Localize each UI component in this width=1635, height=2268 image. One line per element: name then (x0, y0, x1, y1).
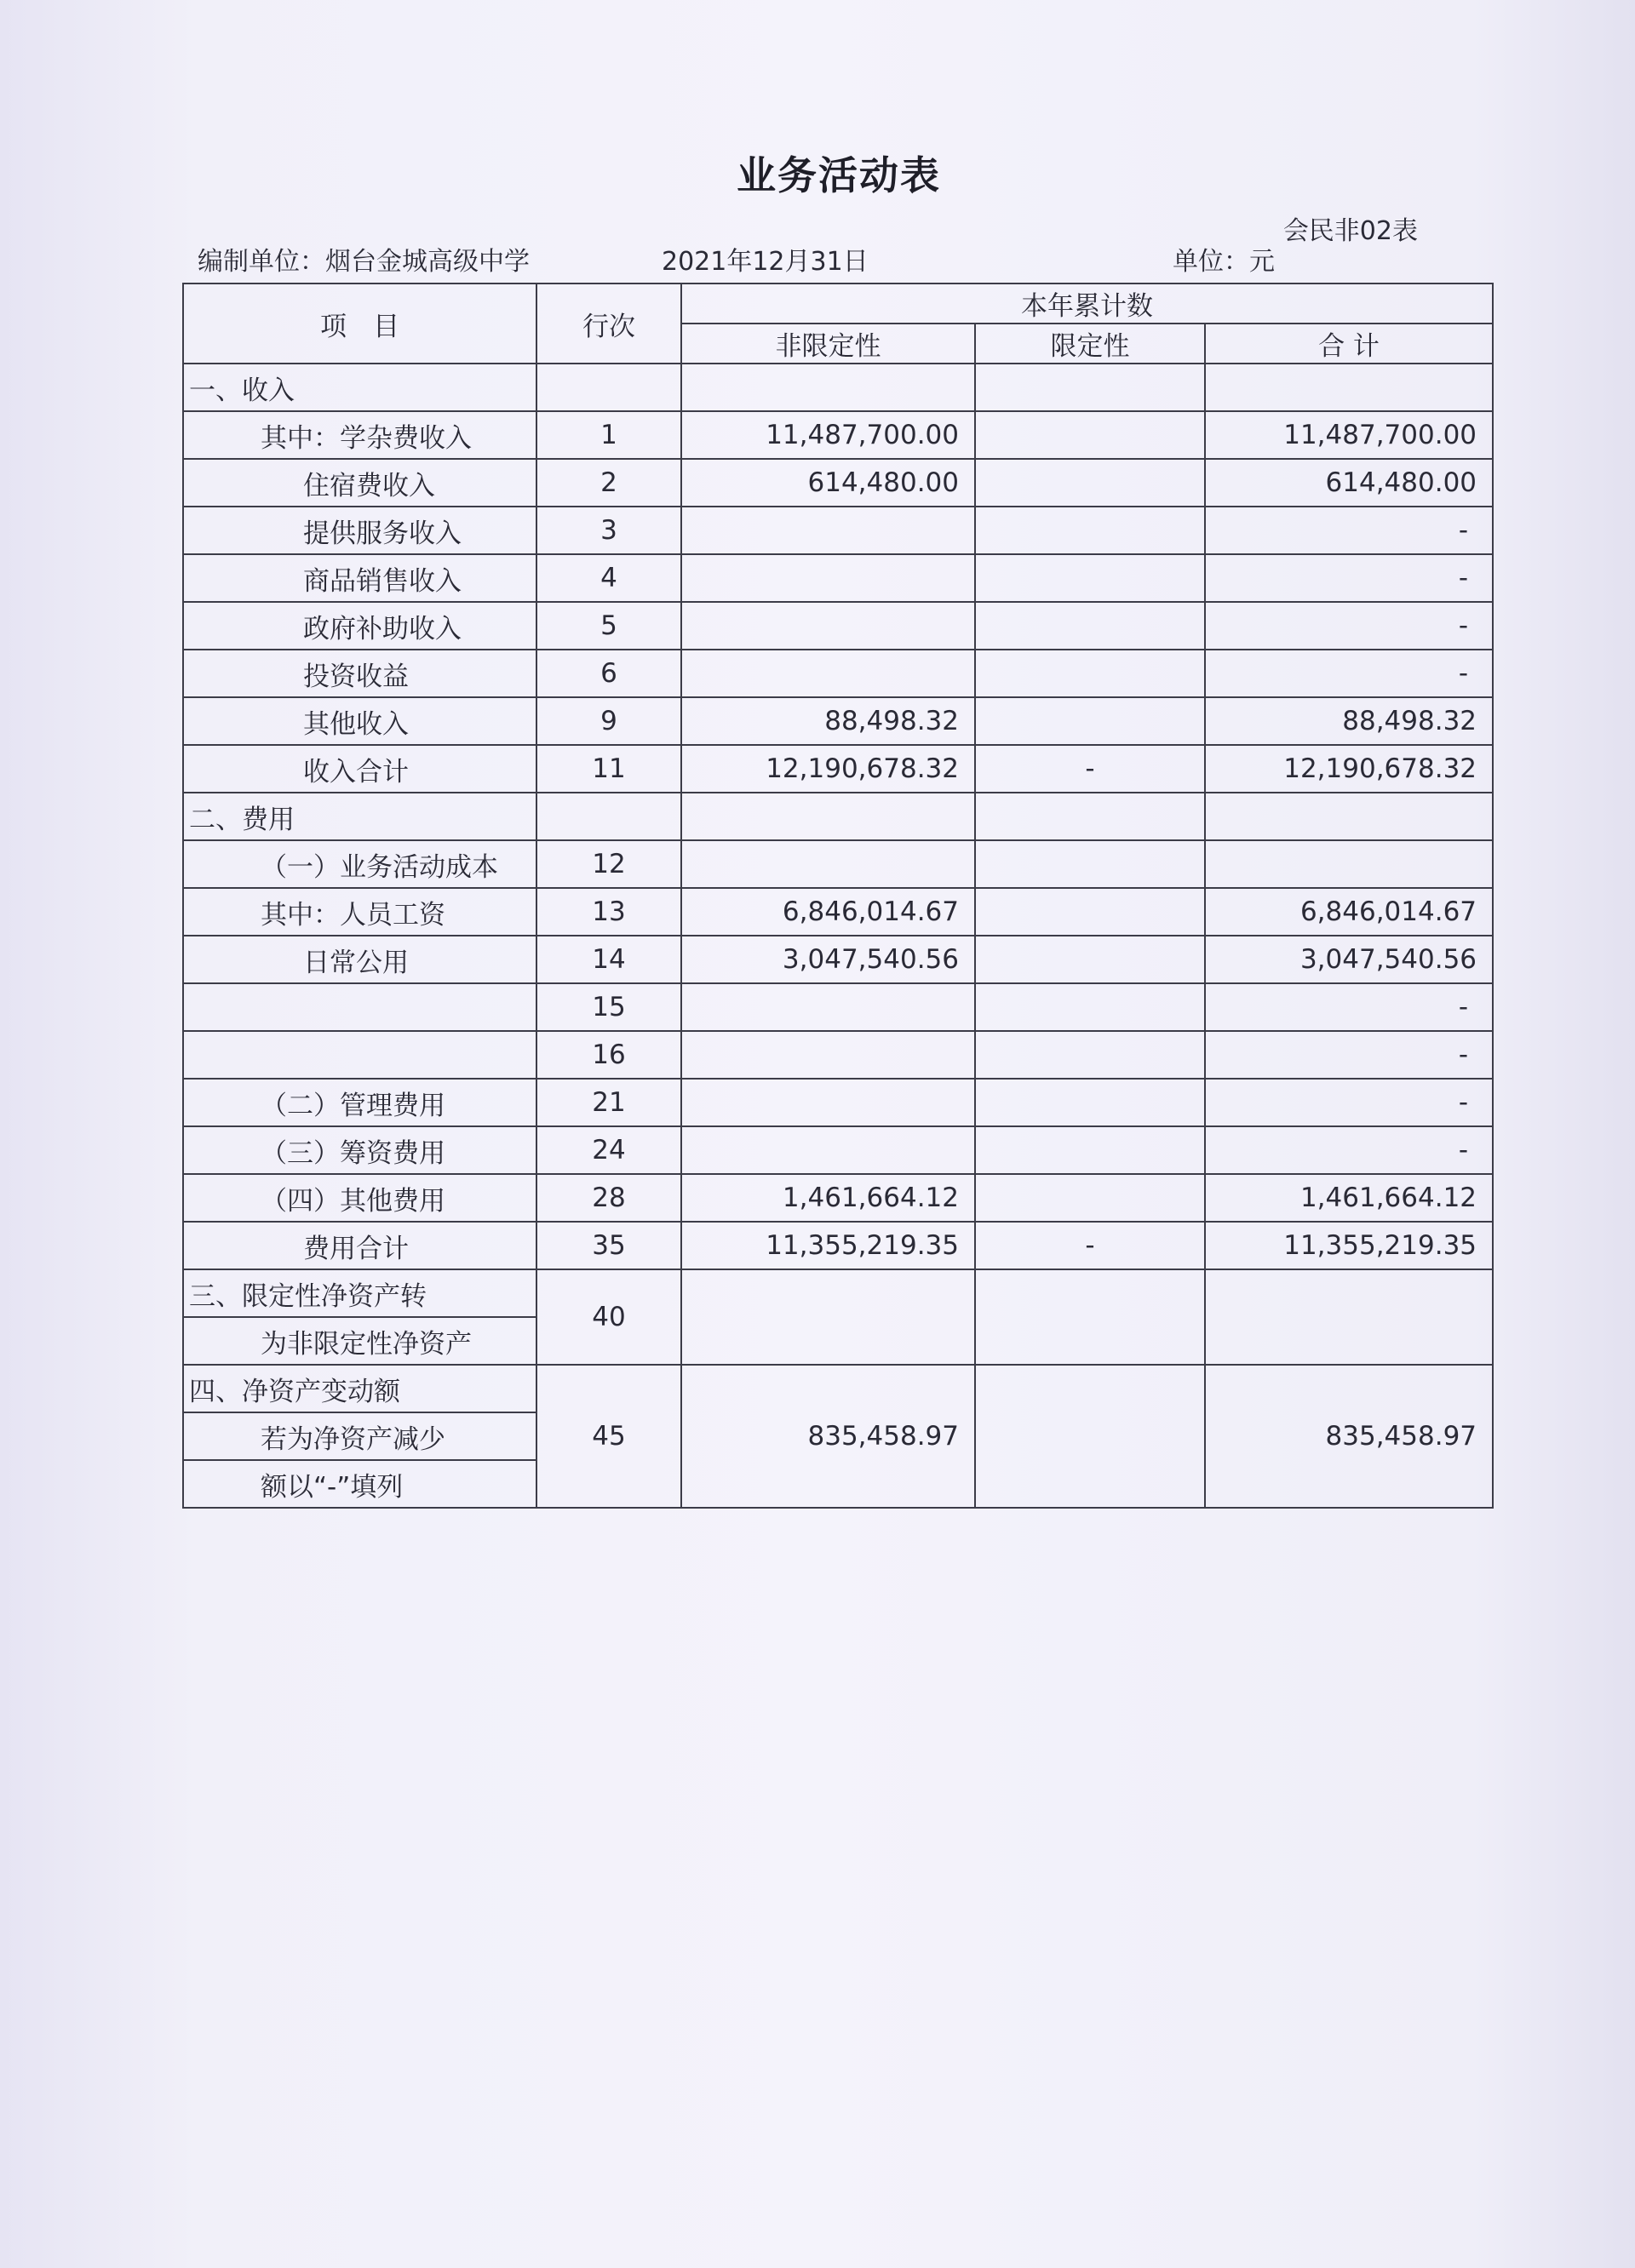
row-unrestricted (681, 507, 975, 554)
row-item: （二）管理费用 (183, 1079, 536, 1126)
row-restricted (975, 936, 1205, 983)
row-item (183, 983, 536, 1031)
row-total: - (1205, 1079, 1493, 1126)
row-line: 16 (536, 1031, 681, 1079)
form-code: 会民非02表 (1282, 216, 1418, 246)
row-unrestricted: 3,047,540.56 (681, 936, 975, 983)
row-total: - (1205, 983, 1493, 1031)
report-date: 2021年12月31日 (662, 247, 869, 277)
row-unrestricted: 88,498.32 (681, 697, 975, 745)
row-line: 6 (536, 650, 681, 697)
table-row (183, 1174, 1493, 1222)
row-line: 13 (536, 888, 681, 936)
currency-unit: 单位：元 (1173, 247, 1275, 277)
net-change-unrestricted: 835,458.97 (681, 1365, 975, 1508)
row-restricted: - (975, 1222, 1205, 1269)
table-body (183, 364, 1493, 1508)
row-unrestricted: 11,355,219.35 (681, 1222, 975, 1269)
row-restricted (975, 983, 1205, 1031)
row-restricted (975, 364, 1205, 411)
row-restricted (975, 888, 1205, 936)
row-total: - (1205, 1126, 1493, 1174)
table-row (183, 554, 1493, 602)
row-line: 5 (536, 602, 681, 650)
row-line: 35 (536, 1222, 681, 1269)
row-unrestricted (681, 364, 975, 411)
net-change-total: 835,458.97 (1205, 1365, 1493, 1508)
table-row (183, 1031, 1493, 1079)
page-title: 业务活动表 (737, 152, 941, 198)
table-row (183, 936, 1493, 983)
net-change-line: 45 (536, 1365, 681, 1508)
row-restricted (975, 411, 1205, 459)
net-change-item-a: 四、净资产变动额 (183, 1365, 536, 1412)
row-restricted (975, 793, 1205, 840)
row-item: 一、收入 (183, 364, 536, 411)
row-line (536, 364, 681, 411)
row-restricted (975, 697, 1205, 745)
table-row (183, 983, 1493, 1031)
activity-table (182, 283, 1494, 1509)
row-item (183, 1031, 536, 1079)
report-meta (198, 240, 1492, 278)
row-unrestricted: 11,487,700.00 (681, 411, 975, 459)
row-total: - (1205, 554, 1493, 602)
table-row (183, 888, 1493, 936)
net-change-row (183, 1365, 1493, 1412)
row-unrestricted (681, 983, 975, 1031)
row-total: - (1205, 602, 1493, 650)
row-item: 投资收益 (183, 650, 536, 697)
row-total: - (1205, 1031, 1493, 1079)
row-total (1205, 793, 1493, 840)
row-item: 日常公用 (183, 936, 536, 983)
row-line: 9 (536, 697, 681, 745)
net-change-item-b: 若为净资产减少 (183, 1412, 536, 1460)
row-line: 12 (536, 840, 681, 888)
transfer-item-b: 为非限定性净资产 (183, 1317, 536, 1365)
transfer-unrestricted (681, 1269, 975, 1365)
row-total: 11,487,700.00 (1205, 411, 1493, 459)
row-item: 商品销售收入 (183, 554, 536, 602)
table-row (183, 1126, 1493, 1174)
row-total: - (1205, 507, 1493, 554)
row-restricted (975, 1079, 1205, 1126)
row-line: 14 (536, 936, 681, 983)
header-item: 项 目 (183, 284, 536, 364)
table-row (183, 1222, 1493, 1269)
table-row (183, 793, 1493, 840)
row-unrestricted: 12,190,678.32 (681, 745, 975, 793)
row-line: 24 (536, 1126, 681, 1174)
table-row (183, 840, 1493, 888)
table-row (183, 459, 1493, 507)
row-unrestricted (681, 554, 975, 602)
header-total: 合 计 (1205, 324, 1493, 364)
row-unrestricted (681, 650, 975, 697)
row-total: 1,461,664.12 (1205, 1174, 1493, 1222)
row-item: 住宿费收入 (183, 459, 536, 507)
row-total (1205, 840, 1493, 888)
row-unrestricted (681, 840, 975, 888)
header-restricted: 限定性 (975, 324, 1205, 364)
row-total (1205, 364, 1493, 411)
row-unrestricted: 1,461,664.12 (681, 1174, 975, 1222)
table-row (183, 507, 1493, 554)
row-line: 11 (536, 745, 681, 793)
row-line: 28 (536, 1174, 681, 1222)
row-item: 其他收入 (183, 697, 536, 745)
row-item: （四）其他费用 (183, 1174, 536, 1222)
row-item: 政府补助收入 (183, 602, 536, 650)
row-unrestricted (681, 793, 975, 840)
row-item: 二、费用 (183, 793, 536, 840)
row-item: 其中：学杂费收入 (183, 411, 536, 459)
row-restricted: - (975, 745, 1205, 793)
row-line: 1 (536, 411, 681, 459)
reporting-unit: 编制单位：烟台金城高级中学 (198, 247, 530, 277)
row-total: 88,498.32 (1205, 697, 1493, 745)
row-item: 提供服务收入 (183, 507, 536, 554)
net-change-item-c: 额以“-”填列 (183, 1460, 536, 1508)
row-restricted (975, 602, 1205, 650)
header-cumulative: 本年累计数 (681, 284, 1493, 324)
row-restricted (975, 650, 1205, 697)
row-total: 3,047,540.56 (1205, 936, 1493, 983)
row-line: 3 (536, 507, 681, 554)
table-row (183, 745, 1493, 793)
row-item: （三）筹资费用 (183, 1126, 536, 1174)
row-total: 6,846,014.67 (1205, 888, 1493, 936)
table-row (183, 364, 1493, 411)
table-row (183, 650, 1493, 697)
row-item: 收入合计 (183, 745, 536, 793)
row-line: 15 (536, 983, 681, 1031)
row-item: 其中：人员工资 (183, 888, 536, 936)
transfer-item-a: 三、限定性净资产转 (183, 1269, 536, 1317)
row-unrestricted: 614,480.00 (681, 459, 975, 507)
table-row (183, 1079, 1493, 1126)
row-restricted (975, 1031, 1205, 1079)
row-line: 4 (536, 554, 681, 602)
row-total: 614,480.00 (1205, 459, 1493, 507)
row-restricted (975, 507, 1205, 554)
header-line: 行次 (536, 284, 681, 364)
row-total: 11,355,219.35 (1205, 1222, 1493, 1269)
row-unrestricted: 6,846,014.67 (681, 888, 975, 936)
table-row (183, 411, 1493, 459)
row-total: - (1205, 650, 1493, 697)
transfer-total (1205, 1269, 1493, 1365)
row-unrestricted (681, 1126, 975, 1174)
header-unrestricted: 非限定性 (681, 324, 975, 364)
row-item: （一）业务活动成本 (183, 840, 536, 888)
table-row (183, 697, 1493, 745)
transfer-restricted (975, 1269, 1205, 1365)
row-restricted (975, 1126, 1205, 1174)
row-unrestricted (681, 602, 975, 650)
row-restricted (975, 1174, 1205, 1222)
transfer-row (183, 1269, 1493, 1317)
row-item: 费用合计 (183, 1222, 536, 1269)
row-line: 2 (536, 459, 681, 507)
transfer-line: 40 (536, 1269, 681, 1365)
row-total: 12,190,678.32 (1205, 745, 1493, 793)
row-restricted (975, 459, 1205, 507)
row-unrestricted (681, 1031, 975, 1079)
row-line (536, 793, 681, 840)
row-line: 21 (536, 1079, 681, 1126)
row-unrestricted (681, 1079, 975, 1126)
net-change-restricted (975, 1365, 1205, 1508)
table-row (183, 602, 1493, 650)
row-restricted (975, 554, 1205, 602)
row-restricted (975, 840, 1205, 888)
